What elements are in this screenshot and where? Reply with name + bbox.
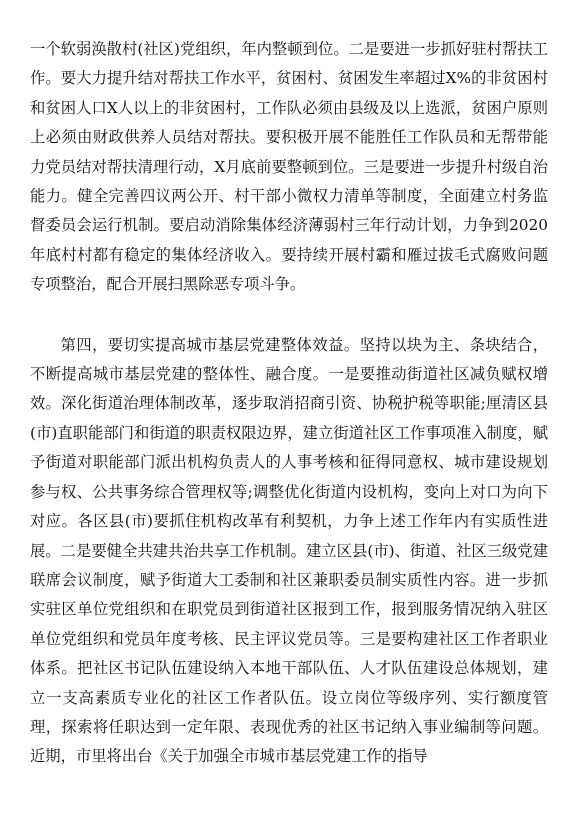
- paragraph-rural-party-building: 一个软弱涣散村(社区)党组织，年内整顿到位。二是要进一步抓好驻村帮扶工作。要大力提升结对帮扶工作水平，贫困村、贫困发生率超过X%的非贫困村和贫困人口X人以上的非贫困村，工作队必须由县级及以上选派，贫困户原则上必须由财政供养人员结对帮扶。要积极开展不能胜任工作队员和无帮带能力党员结对帮扶清理行动，X月底前要整顿到位。三是要进一步提升村级自治能力。健全完善四议两公开、村干部小微权力清单等制度，全面建立村务监督委员会运行机制。要启动消除集体经济薄弱村三年行动计划，力争到2020年底村村都有稳定的集体经济收入。要持续开展村霸和雁过拔毛式腐败问题专项整治，配合开展扫黑除恶专项斗争。: [30, 40, 548, 294]
- paragraph-urban-party-building: 第四，要切实提高城市基层党建整体效益。坚持以块为主、条块结合，不断提高城市基层党建的整体性、融合度。一是要推动街道社区减负赋权增效。深化街道治理体制改革，逐步取消招商引资、协税护税等职能;厘清区县(市)直职能部门和街道的职责权限边界，建立街道社区工作事项准入制度，赋予街道对职能部门派出机构负责人的人事考核和征得同意权、城市建设规划参与权、公共事务综合管理权等;调整优化街道内设机构，变向上对口为向下对应。各区县(市)要抓住机构改革有利契机，力争上述工作年内有实质性进展。二是要健全共建共治共享工作机制。建立区县(市)、街道、社区三级党建联席会议制度，赋予街道大工委制和社区兼职委员制实质性内容。进一步抓实驻区单位党组织和在职党员到街道社区报到工作，报到服务情况纳入驻区单位党组织和党员年度考核、民主评议党员等。三是要构建社区工作者职业体系。把社区书记队伍建设纳入本地干部队伍、人才队伍建设总体规划，建立一支高素质专业化的社区工作者队伍。设立岗位等级序列、实行额度管理，探索将任职达到一定年限、表现优秀的社区书记纳入事业编制等问题。近期，市里将出台《关于加强全市城市基层党建工作的指导: [30, 335, 548, 766]
